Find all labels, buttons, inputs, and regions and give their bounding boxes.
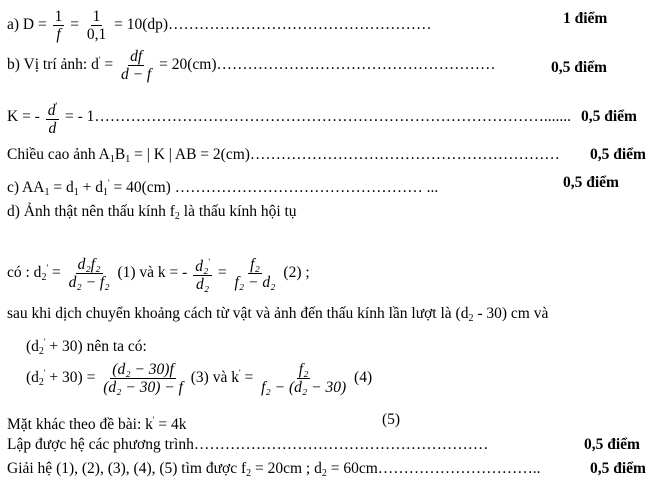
line-b: b) Vị trí ảnh: d' = $\frac{df}{d - f}$ = 20(cm)………………………………………………: [7, 48, 496, 83]
fraction-eq4: $\frac{\text{f₂}}{\text{f₂ − (d₂ − 30)}}$: [261, 361, 347, 396]
label-5: (5): [382, 411, 401, 428]
score-height: 0,5 điểm: [590, 146, 646, 163]
score-a: 1 điểm: [563, 10, 608, 27]
line-move: sau khi dịch chuyển khoảng cách từ vật và ảnh đến thấu kính lần lượt là $(d_2 - 30)$ cm và: [7, 305, 549, 324]
line-c: c) $AA_1 = d_1 + d_1' = 40(cm)$ ………………………………………… ...: [7, 178, 439, 198]
fraction-eq2: $\frac{\text{f₂}}{\text{f₂ − d₂}}$: [234, 256, 276, 291]
fraction-k: $\frac{d_2'}{\text{d₂}}$: [193, 254, 212, 293]
fraction-eq3: $\frac{\text{(d₂ − 30)f}}{\text{(d₂ − 30) − f}}$: [103, 361, 183, 396]
line-height: Chiều cao ảnh $A_1B_1$ = | K | AB = 2(cm)……………………………………………………: [7, 146, 560, 165]
line-a: a) D = $\frac{1}{f}$ = $\frac{1}{0,1}$ = 10(dp)……………………………………………: [7, 8, 432, 43]
fraction-eq1: $\frac{\text{d₂f₂}}{\text{d₂ − f₂}}$: [68, 256, 110, 291]
score-solve: 0,5 điểm: [590, 460, 646, 477]
score-system: 0,5 điểm: [584, 436, 640, 453]
score-k: 0,5 điểm: [581, 108, 637, 125]
line-other: Mặt khác theo đề bài: k' = 4k: [7, 415, 187, 433]
score-b: 0,5 điểm: [551, 59, 607, 76]
line-then: $(d_2' + 30)$ nên ta có:: [26, 337, 147, 357]
line-solve: Giải hệ (1), (2), (3), (4), (5) tìm được $f_2 = 20cm$ ; $d_2$ = 60cm…………………………..: [7, 460, 541, 479]
line-co: có : $d_2'$ = $\frac{\text{d₂f₂}}{\text{d₂ − f₂}}$ (1) và k = - $\frac{d_2'}{\text{d₂}}$ = $\frac{\text{f₂}}{\text{f₂ − d₂}}$ (2) ;: [7, 256, 310, 293]
line-k: K = - $\frac{d'}{d}$ = - 1…………………………………………………………………………….......: [7, 98, 571, 137]
line-d: d) Ảnh thật nên thấu kính $f_2$ là thấu kính hội tụ: [7, 203, 297, 222]
fraction-1-0-1: $\frac{1}{0,1}$: [86, 8, 107, 43]
score-c: 0,5 điểm: [563, 174, 619, 191]
fraction-d-prime-d: $\frac{d'}{d}$: [46, 98, 59, 137]
line-system: Lập được hệ các phương trình…………………………………………………: [7, 436, 489, 453]
fraction-1-f: $\frac{1}{f}$: [54, 8, 63, 43]
fraction-df: $\frac{df}{d - f}$: [120, 48, 152, 83]
line-eq3: $(d_2' + 30)$ = $\frac{\text{(d₂ − 30)f}}{\text{(d₂ − 30) − f}}$ (3) và k' = $\frac{\text{f₂}}{\text{f₂ − (d₂ − 30)}}$ (4): [26, 361, 373, 396]
